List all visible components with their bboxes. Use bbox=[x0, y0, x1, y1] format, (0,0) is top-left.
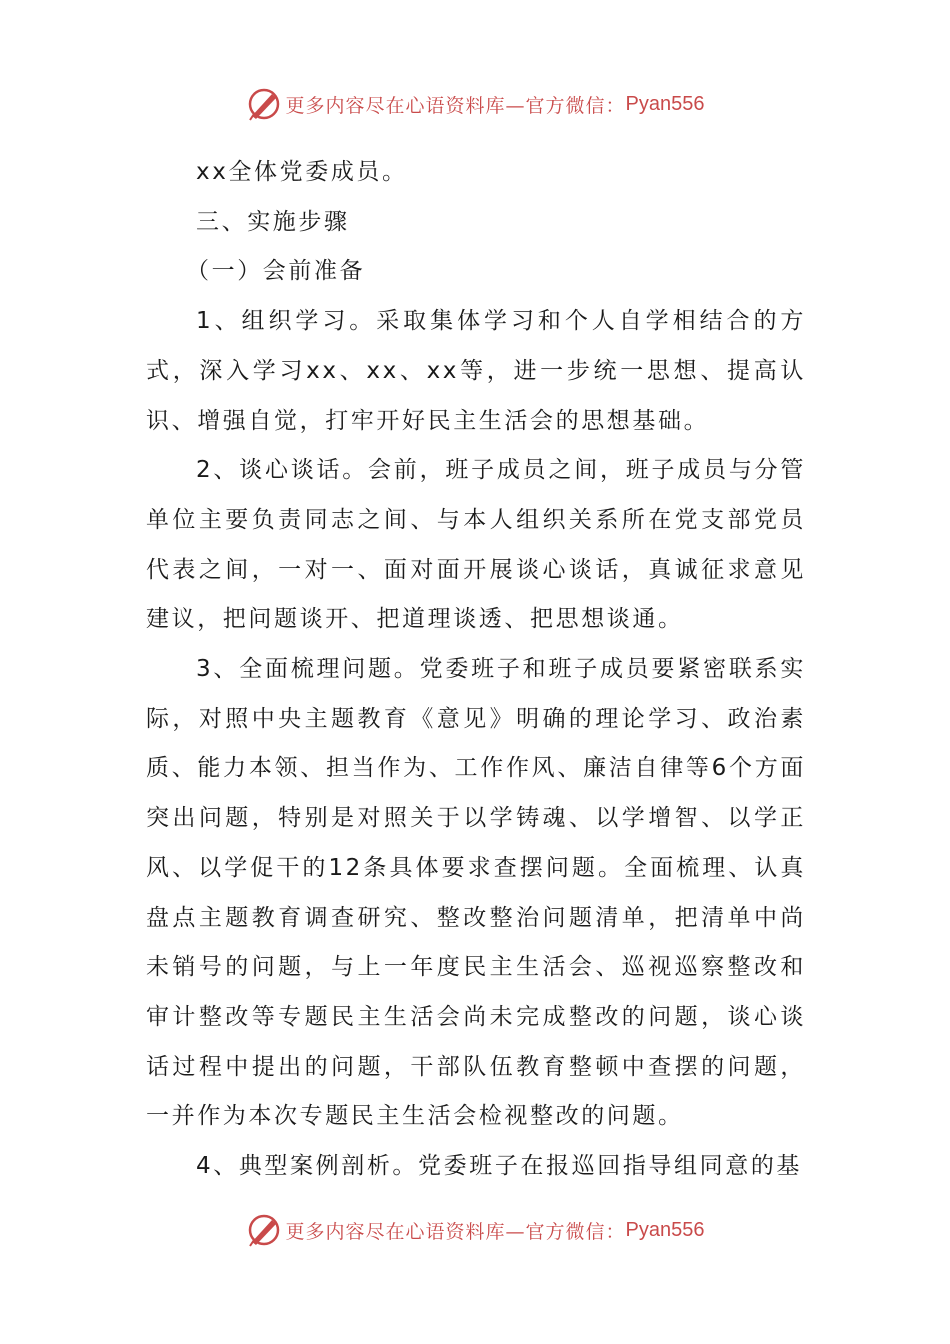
watermark-wechat-id: Pyan556 bbox=[625, 1218, 705, 1241]
pen-seal-icon bbox=[246, 1212, 282, 1248]
watermark-wechat-id: Pyan556 bbox=[625, 92, 705, 115]
paragraph-organize-study: 1、组织学习。采取集体学习和个人自学相结合的方式，深入学习xx、xx、xx等，进一步统一思想、提高认识、增强自觉，打牢开好民主生活会的思想基础。 bbox=[146, 308, 806, 434]
paragraph-case-analysis: 4、典型案例剖析。党委班子在报巡回指导组同意的基 bbox=[196, 1153, 803, 1180]
paragraph-review-problems: 3、全面梳理问题。党委班子和班子成员要紧密联系实际，对照中央主题教育《意见》明确的理论学习、政治素质、能力本领、担当作为、工作作风、廉洁自律等6个方面突出问题，特别是对照关于以学铸魂、以学增智、以学正风、以学促干的12条具体要求查摆问题。全面梳理、认真盘点主题教育调查研究、整改整治问题清单，把清单中尚未销号的问题，与上一年度民主生活会、巡视巡察整改和审计整改等专题民主生活会尚未完成整改的问题，谈心谈话过程中提出的问题，干部队伍教育整顿中查摆的问题，一并作为本次专题民主生活会检视整改的问题。 bbox=[146, 656, 806, 1130]
pen-seal-icon bbox=[246, 86, 282, 122]
watermark-text: 更多内容尽在心语资料库—官方微信： bbox=[285, 1220, 626, 1243]
paragraph-heart-talk: 2、谈心谈话。会前，班子成员之间，班子成员与分管单位主要负责同志之间、与本人组织关系所在党支部党员代表之间，一对一、面对面开展谈心谈话，真诚征求意见建议，把问题谈开、把道理谈透、把思想谈通。 bbox=[146, 457, 806, 633]
subsection-title: （一）会前准备 bbox=[186, 258, 366, 285]
watermark-banner-top bbox=[0, 84, 950, 124]
section-title: 三、实施步骤 bbox=[196, 208, 350, 235]
participants-line: xx全体党委成员。 bbox=[196, 159, 408, 185]
document-body bbox=[146, 148, 806, 1192]
watermark-text: 更多内容尽在心语资料库—官方微信： bbox=[285, 94, 626, 117]
watermark-banner-bottom bbox=[0, 1210, 950, 1250]
